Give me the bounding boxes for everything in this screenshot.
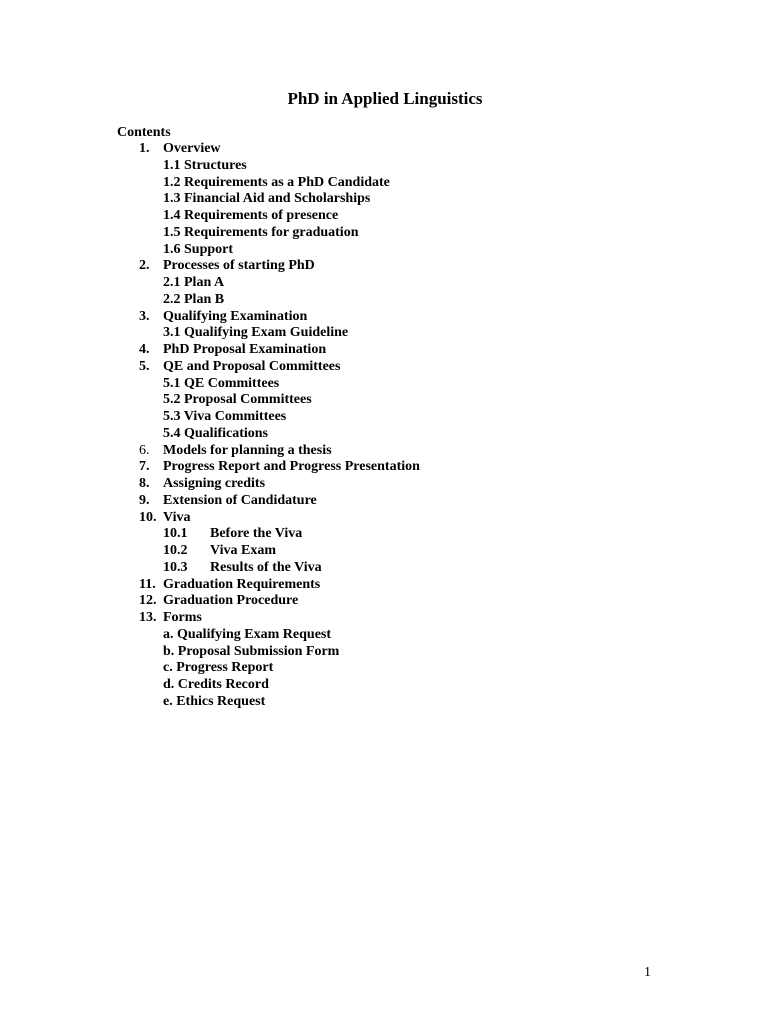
toc-subsection-1-1 [0, 158, 770, 175]
toc-section-9 [0, 493, 770, 510]
toc-form-title: b. Proposal Submission Form [163, 643, 340, 659]
toc-subsection-10-1 [0, 526, 770, 543]
toc-section-4 [0, 342, 770, 359]
toc-form-e [0, 694, 770, 711]
toc-subsection-title: Viva Exam [210, 543, 276, 558]
toc-section-number: 1. [139, 141, 150, 156]
toc-form-c [0, 660, 770, 677]
toc-subsection-1-4 [0, 208, 770, 225]
toc-section-number: 4. [139, 342, 150, 357]
toc-subsection-5-3 [0, 409, 770, 426]
toc-section-number: 9. [139, 492, 150, 508]
toc-section-number: 7. [139, 459, 150, 475]
toc-section-8 [0, 476, 770, 493]
toc-section-title: Viva [163, 509, 191, 525]
toc-section-number: 11. [139, 576, 156, 592]
toc-section-title: Models for planning a thesis [163, 442, 332, 458]
toc-section-title: Graduation Procedure [163, 593, 299, 609]
toc-form-title: c. Progress Report [163, 660, 274, 676]
toc-section-title: Progress Report and Progress Presentation [163, 459, 420, 475]
toc-section-number: 12. [139, 593, 157, 609]
toc-form-d [0, 677, 770, 694]
toc-section-number: 8. [139, 476, 150, 491]
toc-section-11 [0, 577, 770, 594]
toc-subsection-title: 5.2 Proposal Committees [163, 392, 312, 408]
toc-subsection-10-3 [0, 560, 770, 577]
toc-section-6 [0, 443, 770, 460]
toc-section-title: Extension of Candidature [163, 492, 317, 508]
toc-subsection-3-1 [0, 325, 770, 342]
toc-subsection-5-1 [0, 376, 770, 393]
toc-section-12 [0, 593, 770, 610]
toc-subsection-1-5 [0, 225, 770, 242]
toc-subsection-title: 1.3 Financial Aid and Scholarships [163, 191, 371, 207]
toc-section-number: 13. [139, 610, 157, 625]
toc-subsection-title: 1.4 Requirements of presence [163, 208, 339, 223]
toc-subsection-2-1 [0, 275, 770, 292]
toc-section-1 [0, 141, 770, 158]
toc-section-title: QE and Proposal Committees [163, 358, 341, 374]
toc-form-b [0, 644, 770, 661]
toc-subsection-number: 10.3 [163, 559, 188, 575]
toc-section-title: PhD Proposal Examination [163, 342, 327, 357]
toc-form-title: d. Credits Record [163, 677, 269, 692]
toc-form-a [0, 627, 770, 644]
toc-section-title: Overview [163, 141, 221, 156]
toc-section-title: Qualifying Examination [163, 308, 308, 324]
toc-subsection-title: 3.1 Qualifying Exam Guideline [163, 325, 349, 341]
toc-section-number: 10. [139, 509, 157, 525]
toc-section-number: 3. [139, 308, 150, 324]
toc-subsection-number: 10.1 [163, 526, 188, 542]
toc-subsection-title: 5.3 Viva Committees [163, 409, 287, 424]
toc-subsection-title: Results of the Viva [210, 559, 322, 575]
toc-form-title: a. Qualifying Exam Request [163, 626, 332, 642]
toc-section-title: Graduation Requirements [163, 576, 321, 592]
toc-subsection-title: Before the Viva [210, 526, 303, 542]
toc-subsection-title: 1.2 Requirements as a PhD Candidate [163, 174, 390, 190]
toc-section-number: 5. [139, 358, 150, 374]
toc-subsection-title: 5.4 Qualifications [163, 425, 269, 441]
toc-subsection-5-4 [0, 426, 770, 443]
table-of-contents [0, 141, 770, 711]
page-number: 1 [644, 965, 651, 980]
toc-section-title: Assigning credits [163, 476, 266, 491]
toc-subsection-title: 2.2 Plan B [163, 291, 225, 307]
toc-subsection-2-2 [0, 292, 770, 309]
toc-subsection-1-6 [0, 242, 770, 259]
toc-section-number: 2. [139, 258, 150, 274]
toc-section-number: 6. [139, 442, 150, 458]
toc-section-2 [0, 258, 770, 275]
toc-subsection-title: 1.1 Structures [163, 157, 247, 173]
toc-subsection-title: 5.1 QE Committees [163, 375, 280, 391]
toc-subsection-title: 1.5 Requirements for graduation [163, 224, 359, 240]
toc-subsection-5-2 [0, 392, 770, 409]
toc-section-5 [0, 359, 770, 376]
document-title: PhD in Applied Linguistics [287, 89, 483, 108]
toc-form-title: e. Ethics Request [163, 693, 266, 709]
toc-subsection-title: 2.1 Plan A [163, 275, 225, 290]
toc-subsection-1-2 [0, 175, 770, 192]
toc-subsection-1-3 [0, 191, 770, 208]
toc-subsection-10-2 [0, 543, 770, 560]
toc-section-7 [0, 459, 770, 476]
toc-section-title: Processes of starting PhD [163, 258, 315, 274]
toc-section-10 [0, 510, 770, 527]
toc-subsection-number: 10.2 [163, 543, 188, 558]
toc-subsection-title: 1.6 Support [163, 241, 234, 257]
contents-heading: Contents [117, 125, 171, 140]
toc-section-3 [0, 309, 770, 326]
toc-section-13 [0, 610, 770, 627]
toc-section-title: Forms [163, 610, 202, 625]
